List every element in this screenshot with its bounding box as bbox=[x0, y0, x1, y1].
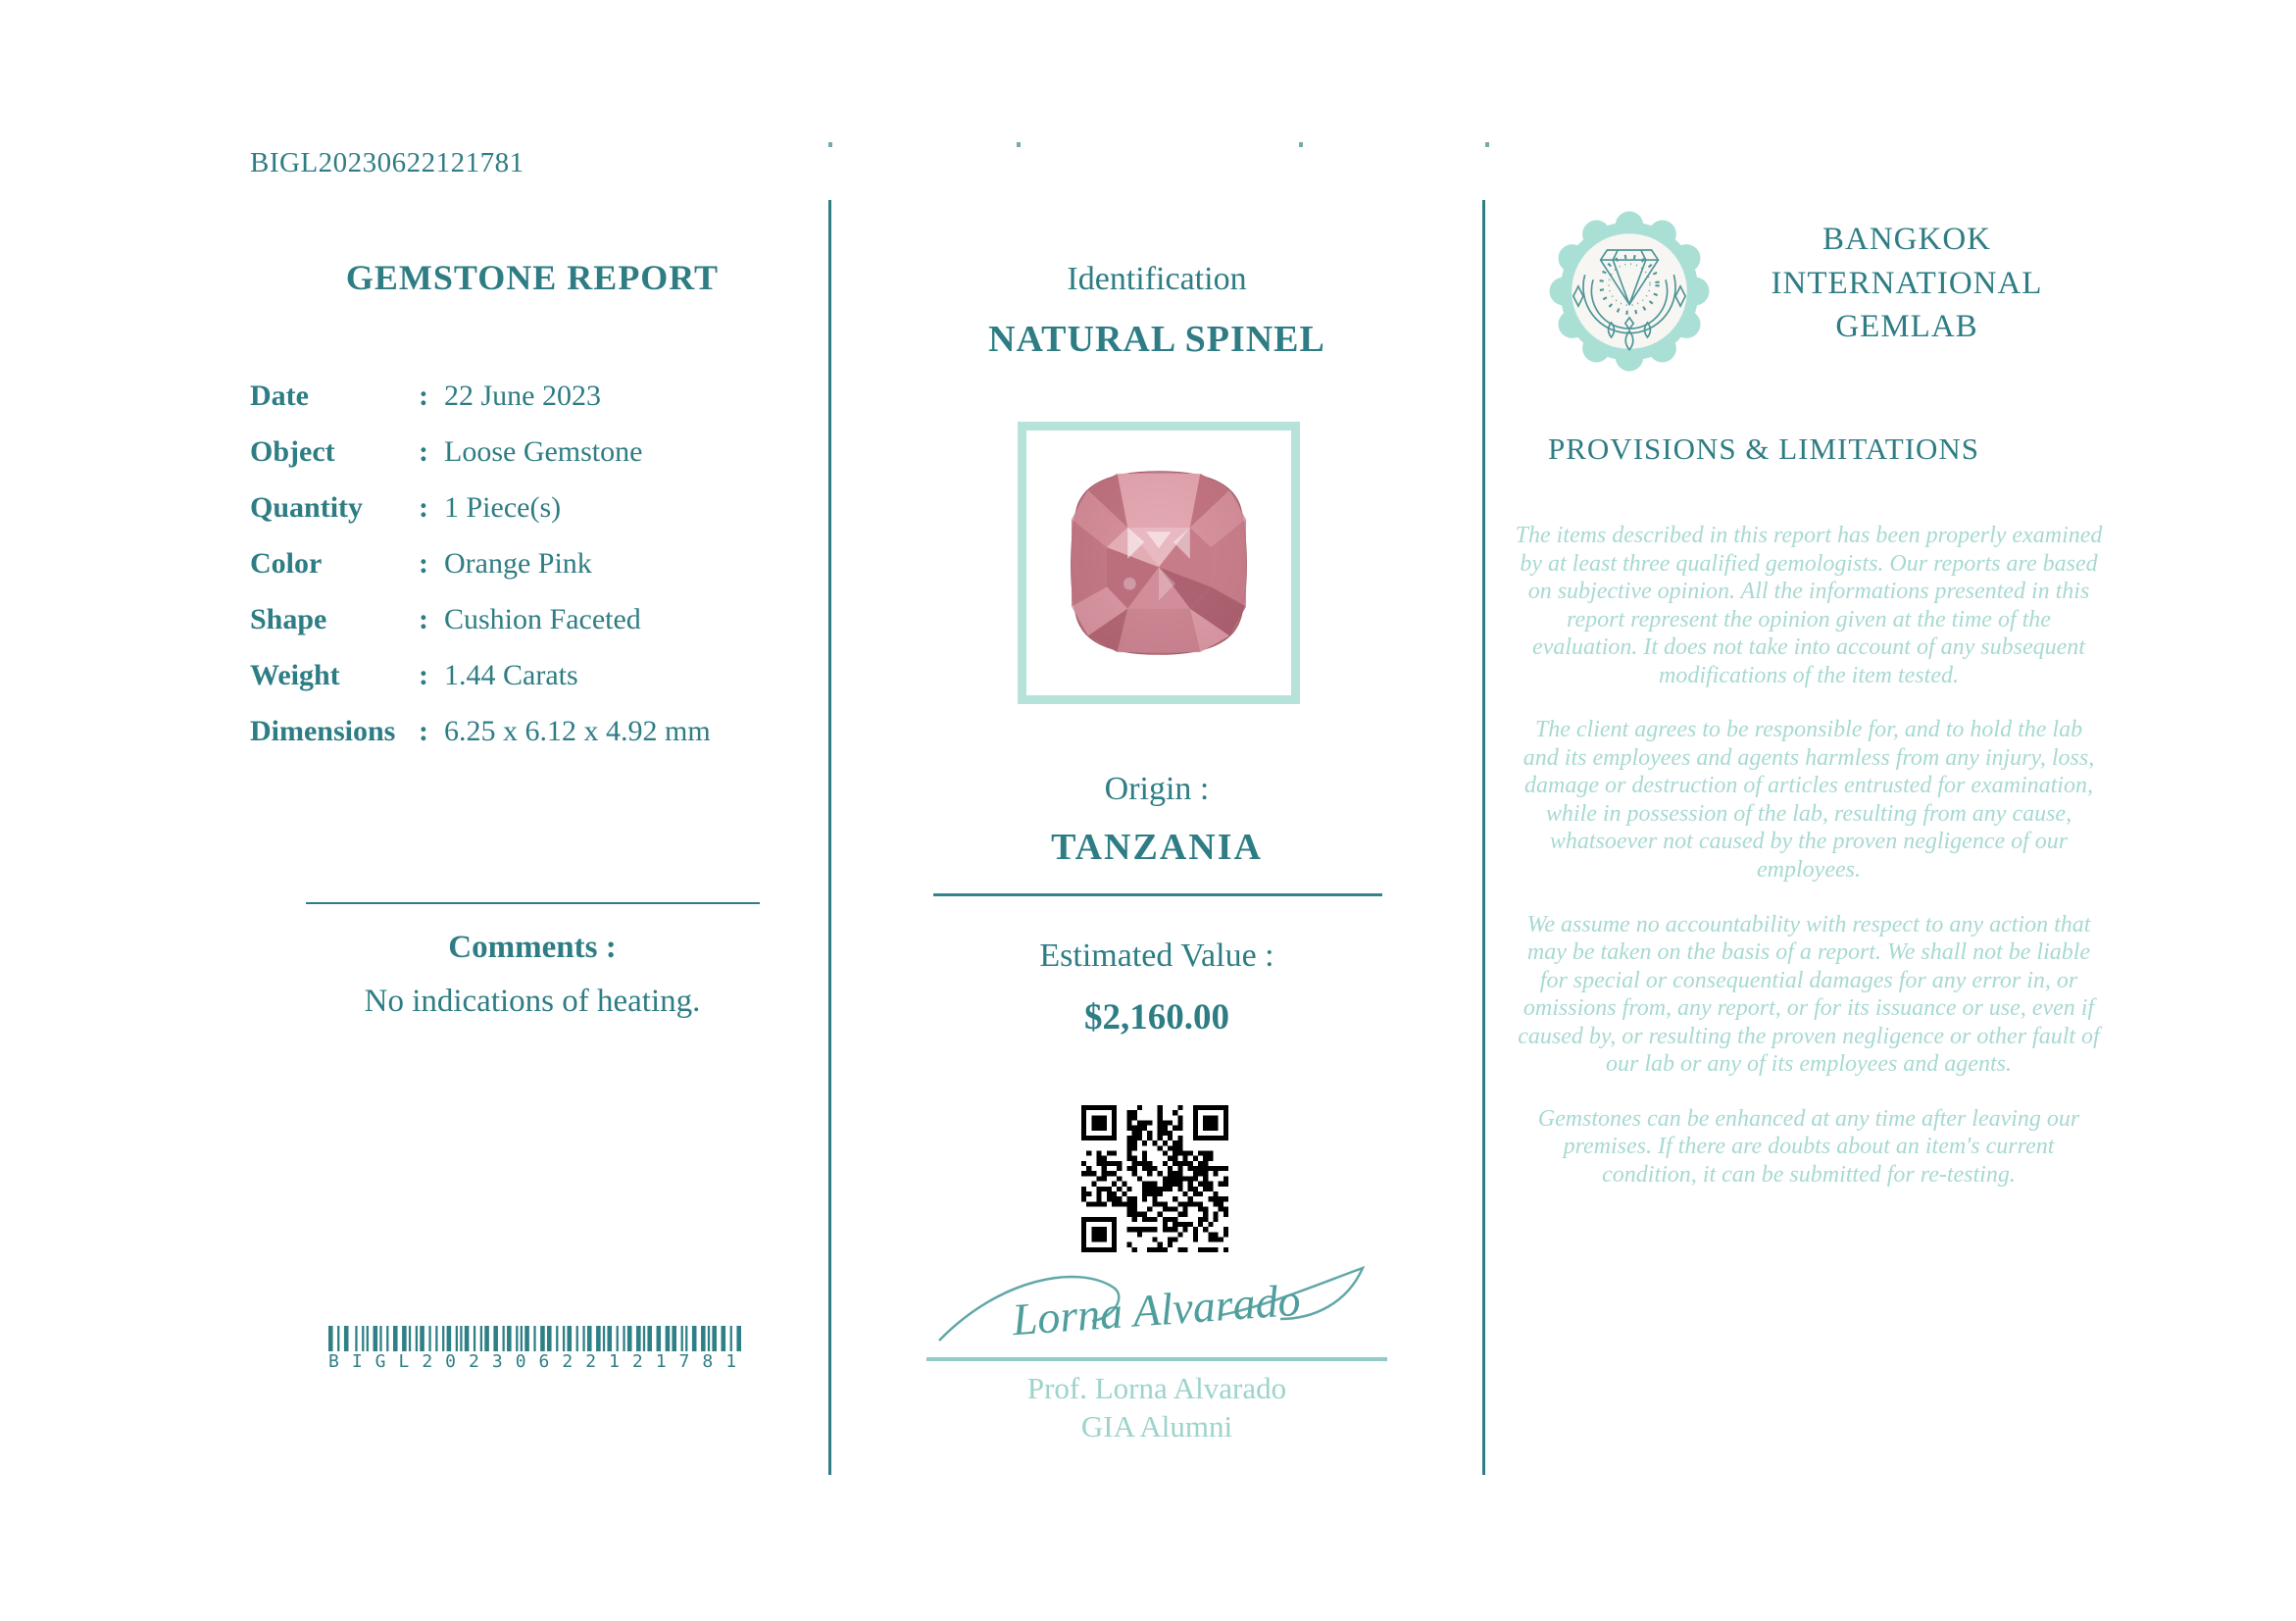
lab-logo-badge bbox=[1547, 209, 1712, 374]
lab-name-line: INTERNATIONAL bbox=[1771, 265, 2043, 301]
registration-dot bbox=[1299, 142, 1303, 147]
field-colon: : bbox=[419, 659, 428, 691]
report-title: GEMSTONE REPORT bbox=[345, 258, 720, 297]
signature bbox=[931, 1258, 1382, 1358]
provisions-paragraph: The client agrees to be responsible for, and to hold the lab and its employees and agents harmless from any injury, loss, damage or destruction of articles entrusted for examination, while in possession of the lab, resulting from any cause, whatsoever not caused by the proven negligence of our employees. bbox=[1522, 717, 2095, 884]
identification-label: Identification bbox=[1067, 261, 1247, 297]
field-colon: : bbox=[419, 435, 428, 468]
field-value: 22 June 2023 bbox=[444, 380, 601, 412]
field-label: Shape bbox=[250, 603, 327, 635]
field-value: 1 Piece(s) bbox=[444, 491, 562, 524]
field-value: 1.44 Carats bbox=[444, 659, 578, 691]
column-divider bbox=[828, 200, 831, 1475]
field-value: Orange Pink bbox=[444, 547, 592, 580]
origin-value: TANZANIA bbox=[1051, 827, 1263, 868]
provisions-title: PROVISIONS & LIMITATIONS bbox=[1548, 431, 1980, 466]
field-value: 6.25 x 6.12 x 4.92 mm bbox=[444, 715, 711, 747]
field-value: Loose Gemstone bbox=[444, 435, 643, 468]
table-row bbox=[250, 380, 815, 412]
lab-name-line: BANGKOK bbox=[1822, 222, 1991, 257]
provisions-paragraph: The items described in this report has been properly examined by at least three qualified gemologists. Our reports are based on subjective opinion. All the informations presented in this report represent the opinion given at the time of the evaluation. It does not take into account of any subsequent modifications of the item tested. bbox=[1515, 523, 2103, 688]
estimated-value: $2,160.00 bbox=[1084, 997, 1229, 1038]
gem-details-table bbox=[250, 380, 815, 771]
field-label: Weight bbox=[250, 659, 340, 691]
table-row bbox=[250, 715, 815, 747]
field-colon: : bbox=[419, 603, 428, 635]
qr-code bbox=[1081, 1105, 1228, 1252]
table-row bbox=[250, 491, 815, 524]
provisions-paragraph: We assume no accountability with respect to any action that may be taken on the basis of a report. We shall not be liable for special or consequential damages for any error in, or omissions from, any report, or for its issuance or use, even if caused by, or resulting the proven negligence or other fault of our lab or any of its employees and agents. bbox=[1518, 911, 2100, 1078]
field-label: Color bbox=[250, 547, 323, 580]
comments-label: Comments : bbox=[448, 930, 617, 965]
barcode bbox=[328, 1326, 741, 1351]
field-label: Dimensions bbox=[250, 715, 396, 747]
signature-rule bbox=[926, 1357, 1387, 1361]
signature-name: Lorna Alvarado bbox=[1010, 1274, 1303, 1345]
barcode-text: BIGL20230622121781 bbox=[328, 1351, 750, 1372]
field-label: Quantity bbox=[250, 491, 364, 524]
column-divider bbox=[1482, 200, 1485, 1475]
origin-label: Origin : bbox=[1104, 771, 1210, 807]
lab-name-line: GEMLAB bbox=[1835, 309, 1978, 345]
registration-dot bbox=[828, 142, 832, 147]
field-value: Cushion Faceted bbox=[444, 603, 641, 635]
table-row bbox=[250, 435, 815, 468]
identification-species: NATURAL SPINEL bbox=[988, 319, 1325, 360]
gem-photo bbox=[1055, 459, 1263, 667]
middle-divider bbox=[933, 893, 1382, 896]
gem-photo-frame bbox=[1018, 422, 1300, 704]
comments-text: No indications of heating. bbox=[364, 984, 701, 1019]
registration-dot bbox=[1017, 142, 1021, 147]
table-row bbox=[250, 547, 815, 580]
lab-name bbox=[1725, 218, 2088, 349]
field-label: Object bbox=[250, 435, 335, 468]
estimated-value-label: Estimated Value : bbox=[1039, 937, 1274, 974]
provisions-paragraph: Gemstones can be enhanced at any time after leaving our premises. If there are doubts about an item's current condition, it can be submitted for re-testing. bbox=[1537, 1105, 2080, 1188]
provisions-text bbox=[1515, 522, 2103, 1215]
field-colon: : bbox=[419, 380, 428, 412]
comments-divider bbox=[306, 902, 760, 904]
certificate-number: BIGL20230622121781 bbox=[250, 147, 524, 178]
signatory-credential: GIA Alumni bbox=[1080, 1409, 1233, 1444]
registration-dot bbox=[1485, 142, 1489, 147]
table-row bbox=[250, 603, 815, 635]
table-row bbox=[250, 659, 815, 691]
field-colon: : bbox=[419, 491, 428, 524]
signatory-name: Prof. Lorna Alvarado bbox=[1026, 1371, 1287, 1405]
field-colon: : bbox=[419, 547, 428, 580]
field-colon: : bbox=[419, 715, 428, 747]
field-label: Date bbox=[250, 380, 309, 412]
